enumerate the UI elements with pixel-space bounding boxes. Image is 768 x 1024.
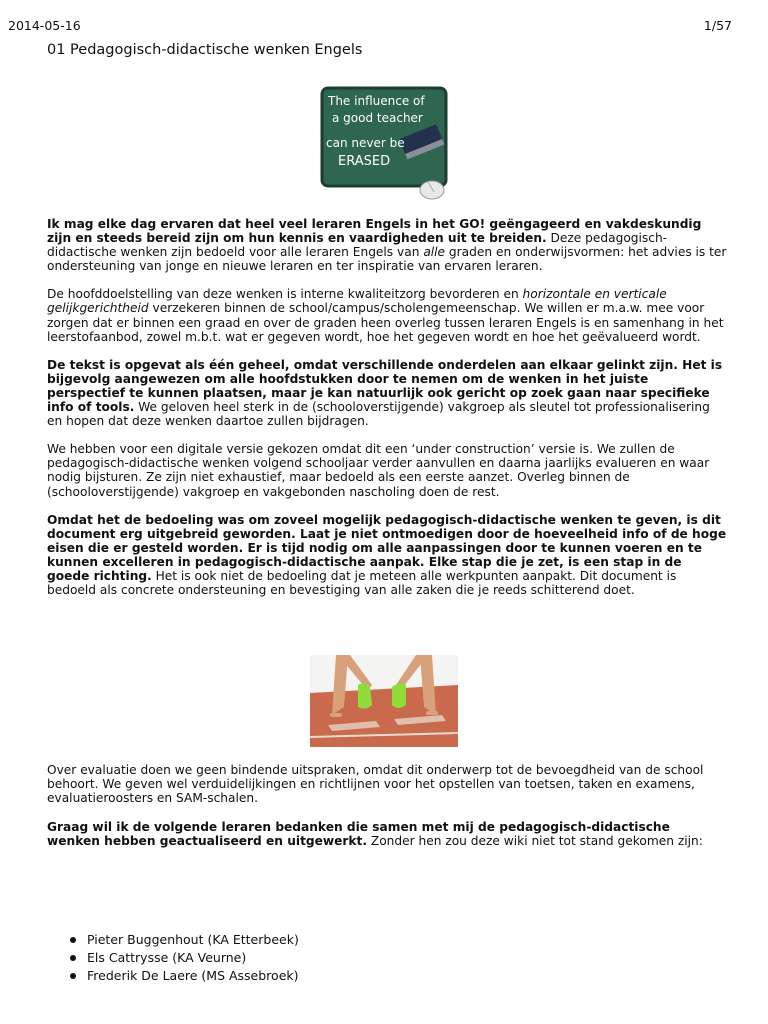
intent-paragraph [47,513,727,598]
digital-text: We hebben voor een digitale versie gekozen omdat dit een ‘under construction’ versie is. We zullen de pedagogisch-didactische wenken volgend schooljaar verder aanvullen en daarna jaarlijks evalueren en waar nodig bijsturen. Ze zijn niet exhaustief, maar bedoeld als een eerste aanzet. Overleg binnen de (schooloverstijgende) vakgroep en vakgebonden nascholing doen de rest. [47,442,710,499]
intro-em: alle [423,245,446,260]
contributor-name: Frederik De Laere (MS Assebroek) [87,968,299,983]
page-number: 1/57 [703,18,732,33]
goal-text: De hoofddoelstelling van deze wenken is interne kwaliteitzorg bevorderen en [47,287,523,302]
list-item [70,967,299,985]
goal-text-2: verzekeren binnen de school/campus/scholengemeenschap. We willen er m.a.w. mee voor zorgen dat er binnen een graad en over de graden heen overleg tussen leraren Engels is en samenhang in het leerstofaanbod, zowel m.b.t. wat er gegeven wordt, hoe het gegeven wordt en hoe het geëvalueerd wordt. [47,301,724,344]
evaluation-text: Over evaluatie doen we geen bindende uitspraken, omdat dit onderwerp tot de bevoegdheid van de school behoort. We geven wel verduidelijkingen en richtlijnen voor het opstellen van toetsen, taken en examens, evaluatieroosters en SAM-schalen. [47,763,704,806]
contributor-name: Els Cattrysse (KA Veurne) [87,950,247,965]
page-title: 01 Pedagogisch-didactische wenken Engels [47,42,363,58]
main-content [47,217,727,611]
contributors-list [70,931,299,985]
whole-paragraph [47,358,727,428]
evaluation-paragraph [47,763,727,805]
thanks-paragraph [47,820,727,848]
thanks-text: Zonder hen zou deze wiki niet tot stand gekomen zijn: [366,834,703,849]
intro-text: Deze pedagogisch-didactische wenken zijn bedoeld voor alle leraren Engels van [47,231,668,260]
runner-image [310,655,458,747]
bullet-icon [70,973,76,979]
intent-text: Het is ook niet de bedoeling dat je meteen alle werkpunten aanpakt. Dit document is bedoeld als concrete ondersteuning en bevestiging van alle zaken die je reeds schitterend doet. [47,568,677,598]
intro-text-2: graden en onderwijsvormen: het advies is ter ondersteuning van jonge en nieuwe leraren en ter inspiratie van ervaren leraren. [47,245,727,274]
whole-text: We geloven heel sterk in de (schooloverstijgende) vakgroep als sleutel tot professionalisering en hopen dat deze wenken daartoe zullen bijdragen. [47,400,710,429]
whole-bold: De tekst is opgevat als één geheel, omdat verschillende onderdelen aan elkaar gelinkt zijn. Het is bijgevolg aangewezen om alle hoofdstukken door te nemen om de wenken in het juiste perspectief te kunnen plaatsen, maar je kan natuurlijk ook gericht op zoek gaan naar specifieke info of tools. [47,357,723,415]
bullet-icon [70,937,76,943]
contributor-name: Pieter Buggenhout (KA Etterbeek) [87,932,299,947]
chalkboard-line-3: can never be [326,136,405,150]
print-date: 2014-05-16 [8,18,81,33]
intro-bold: Ik mag elke dag ervaren dat heel veel leraren Engels in het GO! geëngageerd en vakdeskundig zijn en steeds bereid zijn om hun kennis en vaardigheden uit te breiden. [47,217,702,246]
chalkboard-line-1: The influence of [328,94,425,108]
mouse-icon [420,181,444,199]
thanks-bold: Graag wil ik de volgende leraren bedanken die samen met mij de pedagogisch-didactische wenken hebben geactualiseerd en uitgewerkt. [47,820,670,849]
chalkboard-image [320,86,452,204]
chalkboard-line-4: ERASED [338,154,391,169]
intro-paragraph [47,217,727,273]
digital-paragraph [47,442,727,498]
bullet-icon [70,955,76,961]
list-item [70,949,299,967]
list-item [70,931,299,949]
goal-em: horizontale en verticale gelijkgerichtheid [47,287,667,316]
goal-paragraph [47,287,727,343]
chalkboard-line-2: a good teacher [332,111,423,125]
intent-bold: Omdat het de bedoeling was om zoveel mogelijk pedagogisch-didactische wenken te geven, is dit document erg uitgebreid geworden. Laat je niet ontmoedigen door de hoeveelheid info of de hoge eisen die er gesteld worden. Er is tijd nodig om alle aanpassingen door te kunnen voeren en te kunnen excelleren in pedagogisch-didactische aanpak. Elke stap die je zet, is een stap in de goede richting. [47,512,727,583]
